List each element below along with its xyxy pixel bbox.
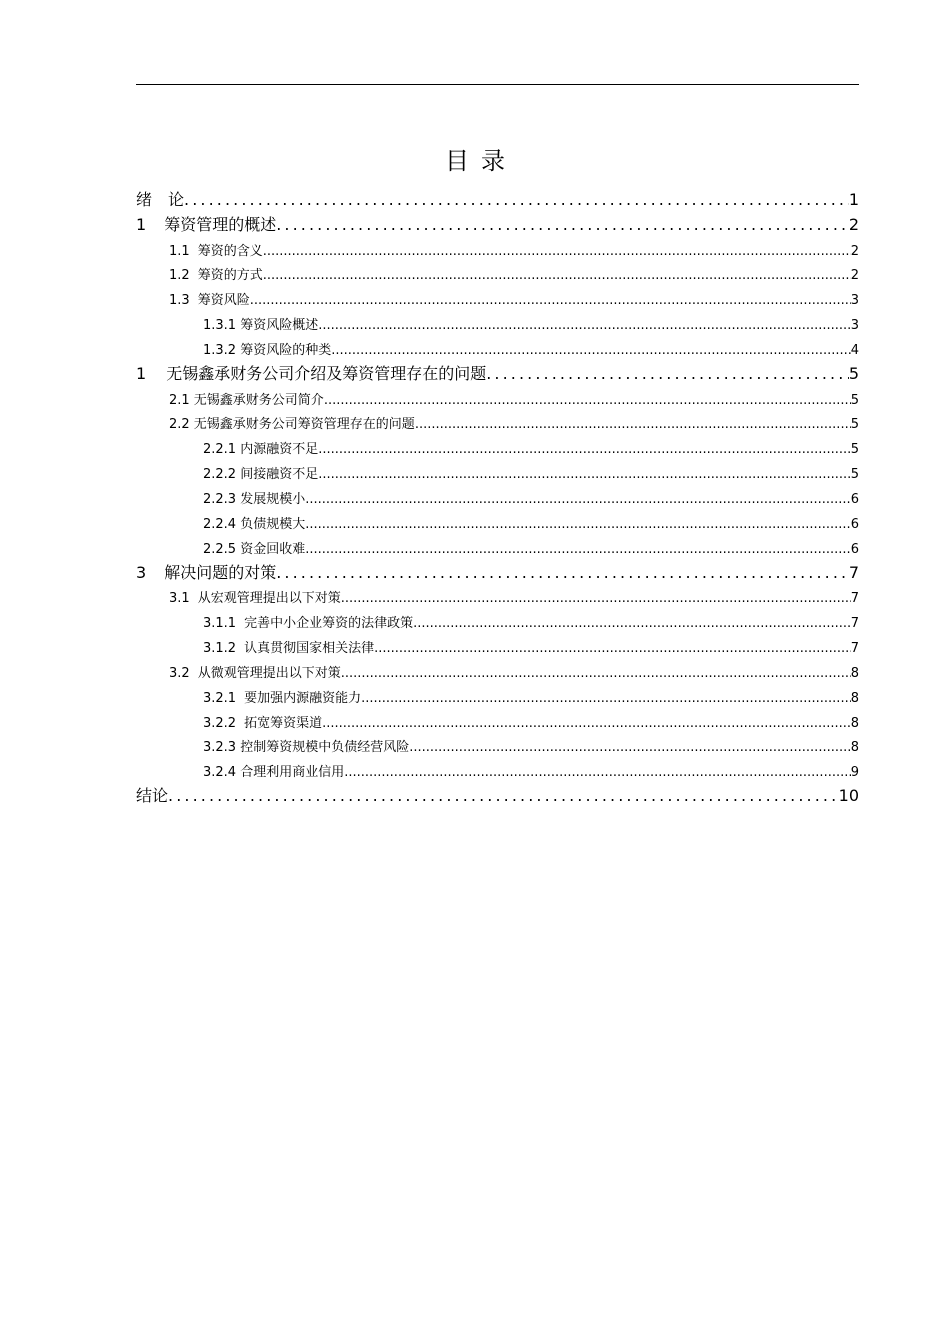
toc-entry[interactable] — [136, 708, 859, 733]
toc-entry[interactable] — [136, 683, 859, 708]
toc-entry-label: 筹资风险 — [197, 293, 250, 309]
toc-entry-label: 1.3.1 筹资风险概述 — [203, 318, 319, 334]
toc-entry-label: 2.2.1 内源融资不足 — [203, 442, 319, 458]
toc-entry-label: 3.2.3 控制筹资规模中负债经营风险 — [203, 740, 410, 756]
toc-entry-label: 绪 论 — [136, 189, 185, 209]
toc-page-number: 7 — [848, 562, 859, 582]
toc-entry-number: 3 — [136, 562, 147, 582]
toc-page-number: 3 — [850, 293, 859, 309]
toc-entry-number: 3.2 — [169, 665, 190, 681]
toc-page-number: 5 — [850, 442, 859, 458]
toc-dot-leader — [344, 764, 851, 782]
toc-page-number: 8 — [850, 665, 859, 681]
toc-dot-leader — [276, 562, 849, 584]
toc-page-number: 8 — [850, 715, 859, 731]
toc-dot-leader — [486, 363, 849, 385]
toc-entry-label: 要加强内源融资能力 — [244, 690, 362, 706]
toc-entry[interactable] — [136, 559, 859, 584]
toc-entry[interactable] — [136, 484, 859, 509]
toc-entry-label: 完善中小企业筹资的法律政策 — [244, 616, 414, 632]
toc-entry-label: 筹资管理的概述 — [164, 214, 277, 234]
toc-page-number: 7 — [850, 641, 859, 657]
toc-page-number: 5 — [848, 363, 859, 383]
toc-dot-leader — [318, 466, 851, 484]
toc-entry-label: 拓宽筹资渠道 — [244, 715, 323, 731]
toc-entry-number: 3.1 — [169, 591, 190, 607]
toc-entry[interactable] — [136, 733, 859, 758]
toc-entry-label: 1.3.2 筹资风险的种类 — [203, 342, 332, 358]
toc-entry-number: 1 — [136, 363, 147, 383]
toc-dot-leader — [324, 392, 851, 410]
toc-entry-label: 2.2 无锡鑫承财务公司筹资管理存在的问题 — [169, 417, 415, 433]
toc-entry[interactable] — [136, 310, 859, 335]
toc-page-number: 5 — [850, 467, 859, 483]
page-title: 目录 — [445, 147, 517, 175]
toc-entry-label: 从宏观管理提出以下对策 — [197, 591, 341, 607]
toc-entry-label: 2.2.5 资金回收难 — [203, 541, 306, 557]
toc-entry[interactable] — [136, 782, 859, 807]
toc-entry-label: 解决问题的对策 — [164, 562, 277, 582]
toc-entry[interactable] — [136, 211, 859, 236]
toc-dot-leader — [305, 491, 851, 509]
toc-dot-leader — [318, 317, 851, 335]
toc-entry-number: 3.2.2 — [203, 715, 237, 731]
toc-dot-leader — [331, 342, 851, 360]
toc-entry[interactable] — [136, 186, 859, 211]
toc-dot-leader — [305, 516, 851, 534]
toc-entry[interactable] — [136, 534, 859, 559]
toc-page-number: 7 — [850, 616, 859, 632]
toc-entry-number: 1.2 — [169, 268, 190, 284]
toc-entry-label: 无锡鑫承财务公司介绍及筹资管理存在的问题 — [166, 363, 487, 383]
toc-page-number: 2 — [850, 243, 859, 259]
toc-dot-leader — [168, 785, 839, 807]
toc-page-number: 2 — [848, 214, 859, 234]
toc-page-number: 6 — [850, 541, 859, 557]
toc-entry-number: 1.3 — [169, 293, 190, 309]
toc-entry[interactable] — [136, 410, 859, 435]
toc-dot-leader — [263, 267, 851, 285]
toc-page-number: 3 — [850, 318, 859, 334]
toc-entry[interactable] — [136, 584, 859, 609]
toc-entry-number: 3.1.1 — [203, 616, 237, 632]
toc-entry-label: 3.2.4 合理利用商业信用 — [203, 765, 345, 781]
toc-dot-leader — [341, 590, 851, 608]
toc-entry[interactable] — [136, 236, 859, 261]
toc-entry-number: 3.1.2 — [203, 641, 237, 657]
toc-entry[interactable] — [136, 658, 859, 683]
toc-entry[interactable] — [136, 509, 859, 534]
toc-entry-label: 筹资的含义 — [197, 243, 263, 259]
toc-dot-leader — [409, 739, 851, 757]
toc-page-number: 8 — [850, 690, 859, 706]
toc-entry[interactable] — [136, 608, 859, 633]
toc-dot-leader — [318, 441, 851, 459]
header-rule — [136, 84, 859, 85]
toc-page-number: 5 — [850, 417, 859, 433]
toc-entry[interactable] — [136, 285, 859, 310]
toc-entry-number: 1 — [136, 214, 147, 234]
toc-dot-leader — [263, 243, 851, 261]
toc-dot-leader — [361, 690, 851, 708]
toc-entry-label: 结论 — [136, 786, 169, 806]
toc-dot-leader — [250, 292, 851, 310]
toc-entry[interactable] — [136, 335, 859, 360]
toc-dot-leader — [374, 640, 851, 658]
toc-page-number: 5 — [850, 392, 859, 408]
toc-page-number: 1 — [848, 189, 859, 209]
toc-page-number: 6 — [850, 491, 859, 507]
toc-page-number: 2 — [850, 268, 859, 284]
toc-entry-label: 2.2.3 发展规模小 — [203, 491, 306, 507]
toc-entry[interactable] — [136, 633, 859, 658]
toc-entry-label: 2.2.4 负债规模大 — [203, 516, 306, 532]
toc-entry-number: 3.2.1 — [203, 690, 237, 706]
table-of-contents — [136, 186, 859, 807]
toc-page-number: 7 — [850, 591, 859, 607]
toc-dot-leader — [415, 416, 851, 434]
toc-dot-leader — [413, 615, 851, 633]
toc-page-number: 8 — [850, 740, 859, 756]
toc-entry-label: 2.1 无锡鑫承财务公司简介 — [169, 392, 324, 408]
toc-dot-leader — [305, 541, 851, 559]
toc-dot-leader — [184, 189, 849, 211]
toc-entry[interactable] — [136, 459, 859, 484]
toc-entry[interactable] — [136, 434, 859, 459]
toc-entry-number: 1.1 — [169, 243, 190, 259]
toc-entry-label: 认真贯彻国家相关法律 — [244, 641, 375, 657]
toc-dot-leader — [341, 665, 851, 683]
toc-entry-label: 筹资的方式 — [197, 268, 263, 284]
toc-entry-label: 从微观管理提出以下对策 — [197, 665, 341, 681]
toc-page-number: 9 — [850, 765, 859, 781]
toc-page-number: 10 — [838, 786, 859, 806]
toc-page-number: 4 — [850, 342, 859, 358]
toc-dot-leader — [322, 715, 851, 733]
toc-page-number: 6 — [850, 516, 859, 532]
toc-entry[interactable] — [136, 360, 859, 385]
toc-entry[interactable] — [136, 385, 859, 410]
toc-entry[interactable] — [136, 757, 859, 782]
toc-entry-label: 2.2.2 间接融资不足 — [203, 467, 319, 483]
toc-dot-leader — [276, 214, 849, 236]
toc-entry[interactable] — [136, 261, 859, 286]
